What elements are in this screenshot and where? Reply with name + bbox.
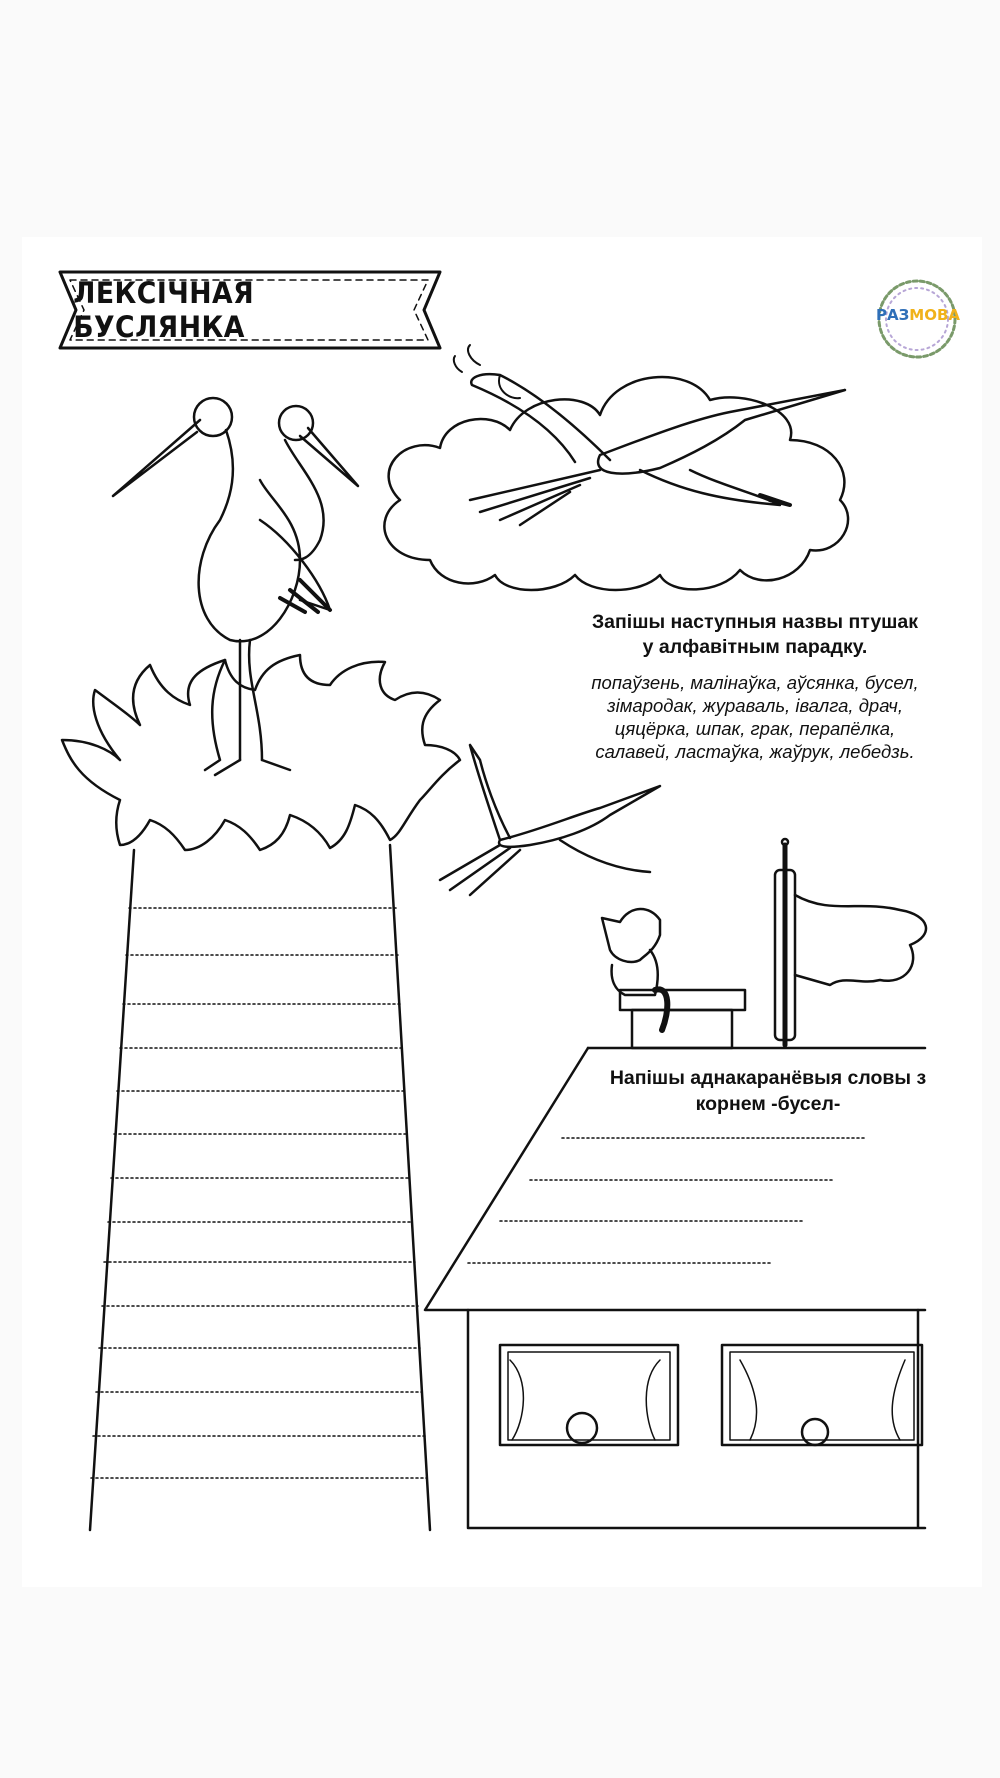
logo-text-part1: РАЗ <box>876 306 910 324</box>
task1-block <box>540 610 970 763</box>
task2-title-line1: Напішы аднакаранёвыя словы з <box>609 1067 927 1089</box>
child-face-icon-2 <box>802 1419 828 1445</box>
logo-text <box>873 306 963 324</box>
task1-title <box>540 610 970 660</box>
house-icon <box>425 1048 925 1528</box>
small-flying-stork-icon <box>440 745 660 895</box>
task1-word-list <box>540 671 970 763</box>
page-title-banner <box>58 270 438 350</box>
flying-stork-icon <box>454 345 845 525</box>
task1-words-line2: зімародак, жураваль, івалга, драч, <box>607 695 903 716</box>
child-face-icon <box>567 1413 597 1443</box>
page-title: ЛЕКСІЧНАЯ БУСЛЯНКА <box>73 276 255 344</box>
logo-text-part2: МОВА <box>909 306 960 324</box>
chimney-icon <box>620 990 745 1048</box>
tower-writing-lines <box>91 908 427 1478</box>
task2-title-line2: корнем -бусел- <box>695 1093 841 1115</box>
task1-words-line1: попаўзень, малінаўка, аўсянка, бусел, <box>591 672 919 693</box>
cat-icon <box>602 909 667 1030</box>
tower-outline <box>90 845 430 1530</box>
logo <box>873 278 963 362</box>
task1-title-line1: Запішы наступныя назвы птушак <box>591 611 919 633</box>
task1-title-line2: у алфавітным парадку. <box>642 636 868 658</box>
task1-words-line4: салавей, ластаўка, жаўрук, лебедзь. <box>595 741 915 762</box>
task1-words-line3: цяцёрка, шпак, грак, перапёлка, <box>614 718 896 739</box>
roof-writing-lines <box>468 1138 865 1263</box>
stork-pair-icon <box>113 398 358 775</box>
task2-block <box>588 1065 948 1117</box>
flag-icon <box>775 839 926 1045</box>
